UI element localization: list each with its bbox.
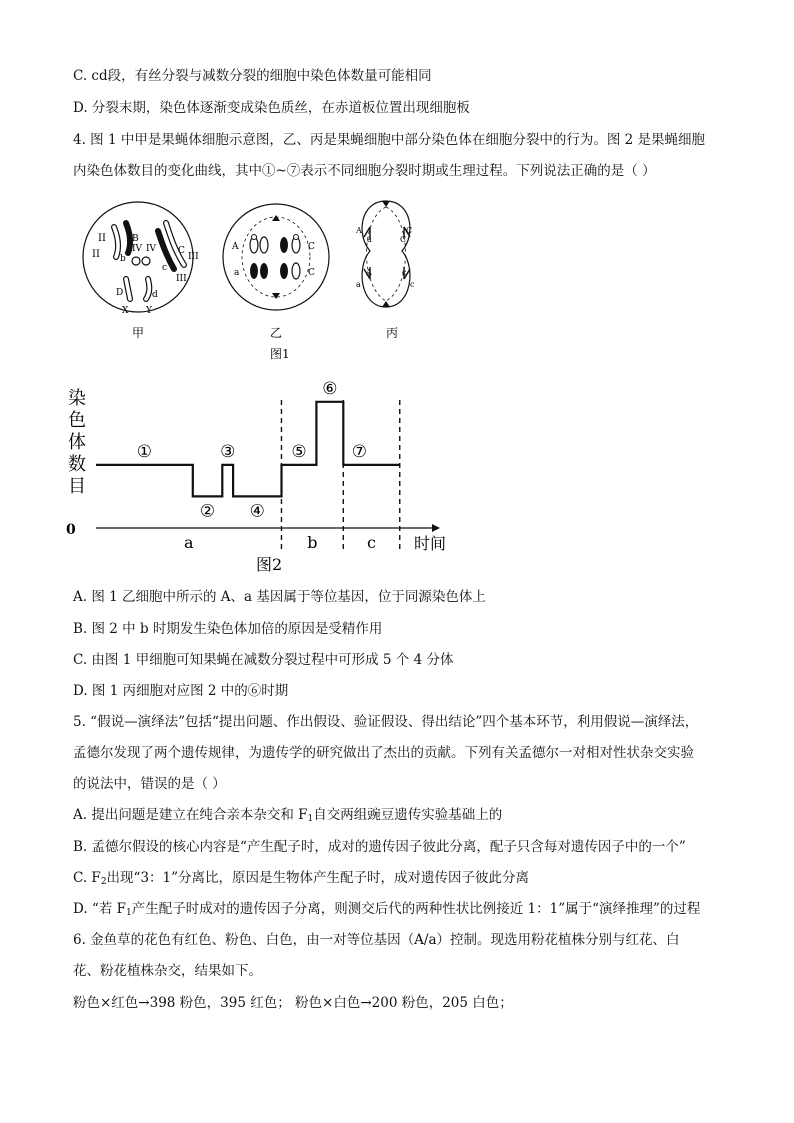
option-5d: D. “若 $F_1$产生配子时成对的遗传因子分离，则测交后代的两种性状比例接近 1：1”属于“演绎推理”的过程 — [73, 901, 701, 918]
y-axis-label-char: 目 — [68, 476, 86, 497]
label-yi-C1: C — [308, 242, 315, 252]
question-4-line-2: 内染色体数目的变化曲线，其中①~⑦表示不同细胞分裂时期或生理过程。下列说法正确的是（ ） — [73, 163, 656, 179]
label-yi: 乙 — [270, 326, 283, 340]
label-b: b — [120, 254, 126, 264]
label-bing-C1: C — [406, 226, 413, 235]
stage-label: ① — [136, 441, 153, 462]
stage-label: ④ — [249, 501, 265, 522]
label-Y: Y — [146, 306, 152, 316]
figure-1-caption: 图1 — [270, 347, 290, 361]
label-bing-c2: c — [410, 280, 415, 289]
option-5c: C. $F_2$出现“3：1”分离比，原因是生物体产生配子时，成对遗传因子彼此分离 — [73, 870, 530, 887]
option-5a: A. 提出问题是建立在纯合亲本杂交和 $F_1$自交两组豌豆遗传实验基础上的 — [73, 807, 503, 824]
figure-1 — [70, 195, 430, 370]
cell-bing — [355, 201, 415, 307]
x-axis-label: 时间 — [414, 534, 447, 553]
stage-label: ⑦ — [351, 441, 368, 462]
cell-jia — [83, 202, 199, 316]
label-bing-c1: c — [402, 268, 407, 277]
label-bing-A1: A — [356, 226, 362, 235]
label-yi-A: A — [232, 242, 239, 252]
figure-2-chart — [60, 378, 480, 578]
option-3c: C. cd段，有丝分裂与减数分裂的细胞中染色体数量可能相同 — [73, 68, 432, 84]
label-IV-a: IV — [132, 244, 143, 254]
label-II-a: II — [92, 249, 100, 260]
option-4b: B. 图 2 中 b 时期发生染色体加倍的原因是受精作用 — [73, 621, 383, 637]
x-axis-arrow — [432, 524, 440, 532]
label-III-a: III — [188, 252, 199, 262]
label-bing: 丙 — [386, 326, 399, 340]
phase-label: c — [367, 533, 377, 552]
option-4d: D. 图 1 丙细胞对应图 2 中的⑥时期 — [73, 683, 289, 699]
option-3d: D. 分裂末期，染色体逐渐变成染色质丝，在赤道板位置出现细胞板 — [73, 100, 470, 116]
label-II-b: II — [98, 233, 106, 244]
question-5-line-3: 的说法中，错误的是（ ） — [73, 776, 226, 792]
label-IV-b: IV — [146, 244, 157, 254]
question-6-line-3: 粉色×红色→398 粉色，395 红色； 粉色×白色→200 粉色，205 白色； — [73, 995, 513, 1011]
label-yi-C2: C — [308, 268, 315, 278]
origin-label: 0 — [66, 522, 76, 538]
label-d: d — [152, 290, 158, 300]
label-yi-a: a — [234, 268, 240, 278]
stage-label: ② — [199, 501, 216, 522]
stage-label: ③ — [220, 441, 236, 462]
label-C: C — [178, 246, 185, 256]
option-5b: B. 孟德尔假设的核心内容是“产生配子时，成对的遗传因子彼此分离，配子只含每对遗传因子中的一个” — [73, 839, 686, 855]
label-c: c — [162, 263, 168, 273]
y-axis-label-char: 色 — [68, 410, 86, 431]
label-bing-a2: a — [356, 280, 361, 289]
label-X: X — [122, 306, 129, 316]
question-6-line-1: 6. 金鱼草的花色有红色、粉色、白色，由一对等位基因（A/a）控制。现选用粉花植株分别与红花、白 — [73, 932, 680, 948]
question-6-line-2: 花、粉花植株杂交，结果如下。 — [73, 963, 262, 979]
y-axis-label-char: 数 — [68, 454, 86, 475]
question-5-line-1: 5. “假说—演绎法”包括“提出问题、作出假设、验证假设、得出结论”四个基本环节，利用假说—演绎法， — [73, 714, 699, 730]
stage-label: ⑤ — [291, 441, 307, 462]
label-III-b: III — [176, 274, 187, 284]
question-4-line-1: 4. 图 1 中甲是果蝇体细胞示意图，乙、丙是果蝇细胞中部分染色体在细胞分裂中的行为。图 2 是果蝇细胞 — [73, 132, 706, 148]
label-B: B — [132, 234, 139, 244]
phase-label: a — [183, 533, 194, 552]
phase-label: b — [307, 533, 318, 552]
y-axis-label-char: 体 — [68, 432, 86, 453]
y-axis-label-char: 染 — [68, 388, 86, 409]
label-jia: 甲 — [132, 326, 145, 340]
label-D: D — [116, 288, 124, 298]
label-bing-a1: a — [367, 235, 372, 244]
figure-2-caption: 图2 — [256, 555, 283, 574]
cell-yi — [223, 204, 329, 310]
label-bing-A2: A — [366, 268, 372, 277]
question-5-line-2: 孟德尔发现了两个遗传规律，为遗传学的研究做出了杰出的贡献。下列有关孟德尔一对相对性状杂交实验 — [73, 745, 694, 761]
option-4a: A. 图 1 乙细胞中所示的 A、a 基因属于等位基因，位于同源染色体上 — [73, 589, 486, 605]
stage-label: ⑥ — [322, 378, 338, 399]
label-bing-C2: C — [400, 235, 407, 244]
y-axis-label — [68, 388, 86, 497]
option-4c: C. 由图 1 甲细胞可知果蝇在减数分裂过程中可形成 5 个 4 分体 — [73, 652, 454, 668]
